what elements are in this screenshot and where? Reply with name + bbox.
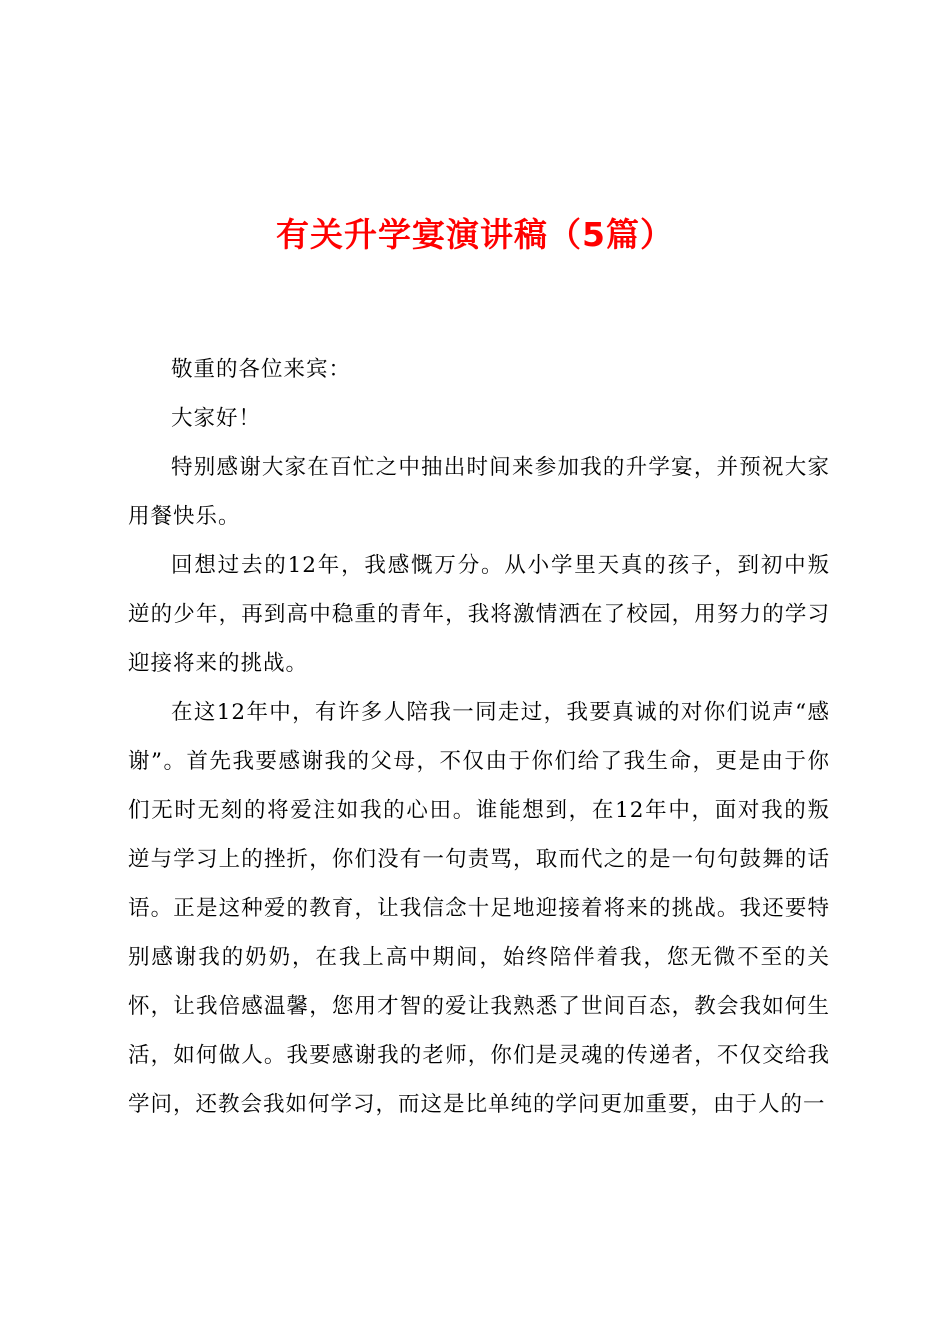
document-title: 有关升学宴演讲稿（5篇） (276, 215, 674, 254)
thanks-paragraph: 特别感谢大家在百忙之中抽出时间来参加我的升学宴，并预祝大家用餐快乐。 (128, 455, 830, 529)
hello-paragraph: 大家好！ (171, 406, 262, 431)
recollection-paragraph: 回想过去的12年，我感慨万分。从小学里天真的孩子，到初中叛逆的少年，再到高中稳重的青年，我将激情洒在了校园，用努力的学习迎接将来的挑战。 (128, 553, 830, 676)
greeting-paragraph: 敬重的各位来宾： (171, 357, 352, 382)
document-body (128, 345, 830, 1129)
gratitude-paragraph: 在这12年中，有许多人陪我一同走过，我要真诚的对你们说声“感谢”。首先我要感谢我的父母，不仅由于你们给了我生命，更是由于你们无时无刻的将爱注如我的心田。谁能想到，在12年中，面对我的叛逆与学习上的挫折，你们没有一句责骂，取而代之的是一句句鼓舞的话语。正是这种爱的教育，让我信念十足地迎接着将来的挑战。我还要特别感谢我的奶奶，在我上高中期间，始终陪伴着我，您无微不至的关怀，让我倍感温馨，您用才智的爱让我熟悉了世间百态，教会我如何生活，如何做人。我要感谢我的老师，你们是灵魂的传递者，不仅交给我学问，还教会我如何学习，而这是比单纯的学问更加重要，由于人的一 (128, 700, 830, 1117)
